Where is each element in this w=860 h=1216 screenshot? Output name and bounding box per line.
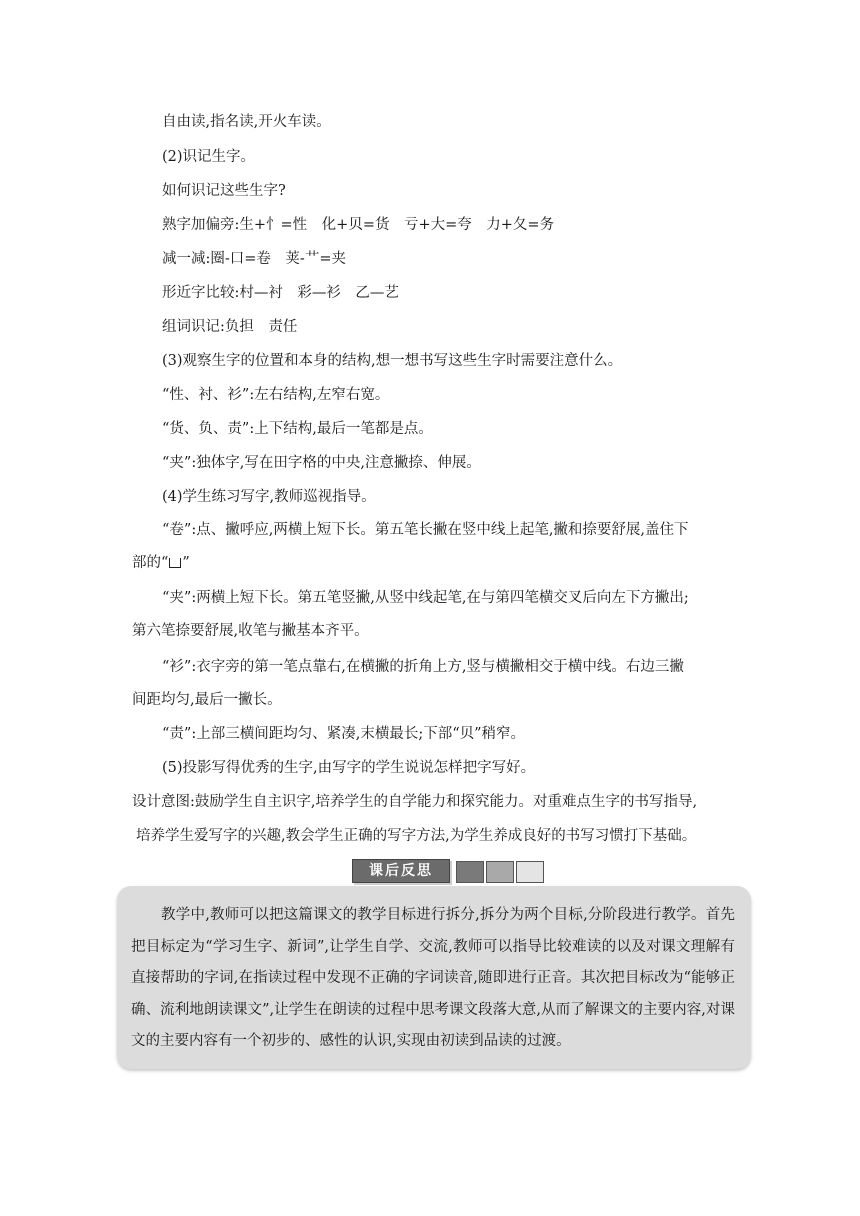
jia-writing-guide-line2: 第六笔捺要舒展,收笔与撇基本齐平。 <box>132 623 369 639</box>
design-intent-line1: 设计意图:鼓励学生自主识字,培养学生的自学能力和探究能力。对重难点生字的书写指导, <box>132 794 698 810</box>
ze-writing-guide: “责”:上部三横间距均匀、紧凑,末横最长;下部“贝”稍窄。 <box>162 726 526 742</box>
header-decoration-block <box>456 861 484 883</box>
single-character-note: “夹”:独体字,写在田字格的中央,注意撇捺、伸展。 <box>162 455 481 471</box>
shan-writing-guide-line1: “衫”:衣字旁的第一笔点靠右,在横撇的折角上方,竖与横撇相交于横中线。右边三撇 <box>162 659 684 675</box>
juan-writing-guide-line1: “卷”:点、撇呼应,两横上短下长。第五笔长撇在竖中线上起笔,撇和捺要舒展,盖住下 <box>162 522 689 538</box>
step-5-heading: (5)投影写得优秀的生字,由写字的学生说说怎样把字写好。 <box>162 760 536 776</box>
section-header <box>352 857 542 885</box>
reflection-text: 教学中,教师可以把这篇课文的教学目标进行拆分,拆分为两个目标,分阶段进行教学。首先把目标定为“学习生字、新词”,让学生自学、交流,教师可以指导比较难读的以及对课文理解有直接帮助的字词,在指读过程中发现不正确的字词读音,随即进行正音。其次把目标改为“能够正确、流利地朗读课文”,让学生在朗读的过程中思考课文段落大意,从而了解课文的主要内容,对课文的主要内容有一个初步的、感性的认识,实现由初读到品读的过渡。 <box>131 907 735 1049</box>
juan-writing-guide-line2: 部的“ ” <box>132 555 190 571</box>
similar-characters-line: 形近字比较:村—衬 彩—衫 乙—艺 <box>162 285 399 301</box>
read-methods-line: 自由读,指名读,开火车读。 <box>162 114 331 130</box>
subtraction-line: 减一减:圈-口=卷 荚-艹=夹 <box>162 251 346 267</box>
word-forming-line: 组词识记:负担 责任 <box>162 319 298 335</box>
design-intent-line2: 培养学生爱写字的兴趣,教会学生正确的写字方法,为学生养成良好的书写习惯打下基础。 <box>136 828 697 844</box>
reflection-box <box>117 886 751 1069</box>
shan-writing-guide-line2: 间距均匀,最后一撇长。 <box>132 692 282 708</box>
top-bottom-structure-note: “货、负、责”:上下结构,最后一笔都是点。 <box>162 421 433 437</box>
component-glyph-icon <box>169 558 181 568</box>
memorize-question: 如何识记这些生字? <box>162 183 286 199</box>
step-2-heading: (2)识记生字。 <box>162 149 256 165</box>
step-4-heading: (4)学生练习写字,教师巡视指导。 <box>162 489 376 505</box>
step-3-heading: (3)观察生字的位置和本身的结构,想一想书写这些生字时需要注意什么。 <box>162 353 623 369</box>
header-decoration-block <box>486 861 514 883</box>
section-title: 课后反思 <box>352 859 450 883</box>
header-decoration-block <box>516 861 544 883</box>
jia-writing-guide-line1: “夹”:两横上短下长。第五笔竖撇,从竖中线起笔,在与第四笔横交叉后向左下方撇出; <box>162 590 689 606</box>
radical-addition-line: 熟字加偏旁:生+忄=性 化+贝=货 亏+大=夸 力+夂=务 <box>162 217 555 233</box>
left-right-structure-note: “性、衬、衫”:左右结构,左窄右宽。 <box>162 387 390 403</box>
